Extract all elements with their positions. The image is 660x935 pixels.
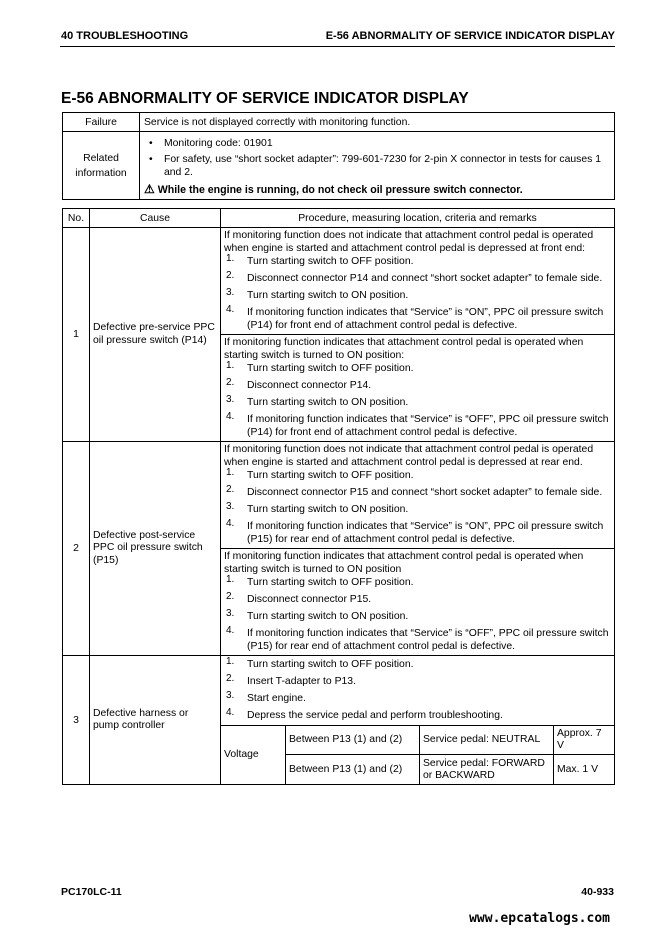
procedure-block [221, 228, 615, 335]
procedure-step: 2. Disconnect connector P14. [226, 377, 372, 391]
footer-page-number: 40-933 [581, 886, 614, 898]
row-number: 1 [63, 228, 90, 442]
procedure-step: 4. If monitoring function indicates that “Service” is “ON”, PPC oil pressure switch (P14) for front end of attachment control pedal is defective. [226, 304, 604, 331]
col-header-procedure: Procedure, measuring location, criteria and remarks [221, 209, 615, 228]
procedure-block [221, 442, 615, 549]
procedure-intro: If monitoring function indicates that attachment control pedal is operated when starting switch is turned to ON position [224, 551, 584, 575]
procedure-step: 2. Insert T-adapter to P13. [226, 673, 356, 687]
col-header-no: No. [63, 209, 90, 228]
troubleshooting-table [62, 208, 615, 785]
header-section: 40 TROUBLESHOOTING [61, 30, 189, 42]
table-row [63, 442, 615, 549]
footer-model: PC170LC-11 [61, 886, 122, 898]
procedure-step: 3. Turn starting switch to ON position. [226, 287, 409, 301]
measure-between: Between P13 (1) and (2) [286, 755, 420, 785]
procedure-step: 1. Turn starting switch to OFF position. [226, 656, 414, 670]
header-topic: E-56 ABNORMALITY OF SERVICE INDICATOR DISPLAY [325, 30, 615, 42]
row-number: 3 [63, 656, 90, 785]
procedure-step: 1. Turn starting switch to OFF position. [226, 360, 414, 374]
procedure-step: 4. If monitoring function indicates that “Service” is “OFF”, PPC oil pressure switch (P15) for rear end of attachment control pedal is defective. [226, 625, 609, 652]
related-item: • Monitoring code: 01901 [144, 137, 610, 150]
procedure-step: 4. Depress the service pedal and perform troubleshooting. [226, 707, 503, 721]
col-header-cause: Cause [90, 209, 221, 228]
procedure-step: 3. Start engine. [226, 690, 306, 704]
related-info [140, 132, 615, 200]
page-header [60, 28, 615, 47]
table-row [63, 228, 615, 335]
measure-between: Between P13 (1) and (2) [286, 726, 420, 755]
procedure-intro: If monitoring function does not indicate that attachment control pedal is operated when engine is started and attachment control pedal is depressed at front end: [224, 230, 594, 254]
page-title: E-56 ABNORMALITY OF SERVICE INDICATOR DISPLAY [61, 90, 469, 107]
voltage-label: Voltage [221, 726, 286, 785]
procedure-step: 1. Turn starting switch to OFF position. [226, 467, 414, 481]
cause-cell: Defective harness or pump controller [90, 656, 221, 785]
voltage-criteria-table [220, 725, 615, 785]
info-table [62, 112, 615, 200]
procedure-step: 1. Turn starting switch to OFF position. [226, 574, 414, 588]
procedure-block [221, 656, 615, 785]
procedure-step: 4. If monitoring function indicates that “Service” is “OFF”, PPC oil pressure switch (P14) for front end of attachment control pedal is defective. [226, 411, 609, 438]
procedure-step: 2. Disconnect connector P15 and connect “short socket adapter” to female side. [226, 484, 603, 498]
related-label: Related information [63, 132, 140, 200]
procedure-step: 2. Disconnect connector P15. [226, 591, 372, 605]
procedure-intro: If monitoring function does not indicate that attachment control pedal is operated when engine is started and attachment control pedal is depressed at rear end. [224, 444, 594, 468]
measure-value: Max. 1 V [554, 755, 615, 785]
failure-text: Service is not displayed correctly with monitoring function. [140, 113, 615, 132]
row-number: 2 [63, 442, 90, 656]
related-item: • For safety, use “short socket adapter”: 799-601-7230 for 2-pin X connector in tests for causes 1 and 2. [144, 153, 610, 179]
table-row [63, 656, 615, 785]
procedure-step: 1. Turn starting switch to OFF position. [226, 253, 414, 267]
measure-value: Approx. 7 V [554, 726, 615, 755]
measure-condition: Service pedal: NEUTRAL [420, 726, 554, 755]
procedure-step: 4. If monitoring function indicates that “Service” is “ON”, PPC oil pressure switch (P15) for rear end of attachment control pedal is defective. [226, 518, 604, 545]
watermark-link[interactable]: www.epcatalogs.com [469, 911, 610, 926]
warning-triangle-icon: ⚠ [144, 182, 155, 196]
warning-note [144, 183, 610, 197]
cause-cell: Defective pre-service PPC oil pressure switch (P14) [90, 228, 221, 442]
cause-cell: Defective post-service PPC oil pressure switch (P15) [90, 442, 221, 656]
procedure-intro: If monitoring function indicates that attachment control pedal is operated when starting switch is turned to ON position: [224, 337, 584, 361]
procedure-step: 2. Disconnect connector P14 and connect “short socket adapter” to female side. [226, 270, 603, 284]
failure-label: Failure [63, 113, 140, 132]
procedure-block [221, 335, 615, 442]
procedure-step: 3. Turn starting switch to ON position. [226, 608, 409, 622]
procedure-step: 3. Turn starting switch to ON position. [226, 501, 409, 515]
measure-condition: Service pedal: FORWARD or BACKWARD [420, 755, 554, 785]
procedure-step: 3. Turn starting switch to ON position. [226, 394, 409, 408]
warning-text: While the engine is running, do not check oil pressure switch connector. [157, 184, 523, 196]
procedure-block [221, 549, 615, 656]
